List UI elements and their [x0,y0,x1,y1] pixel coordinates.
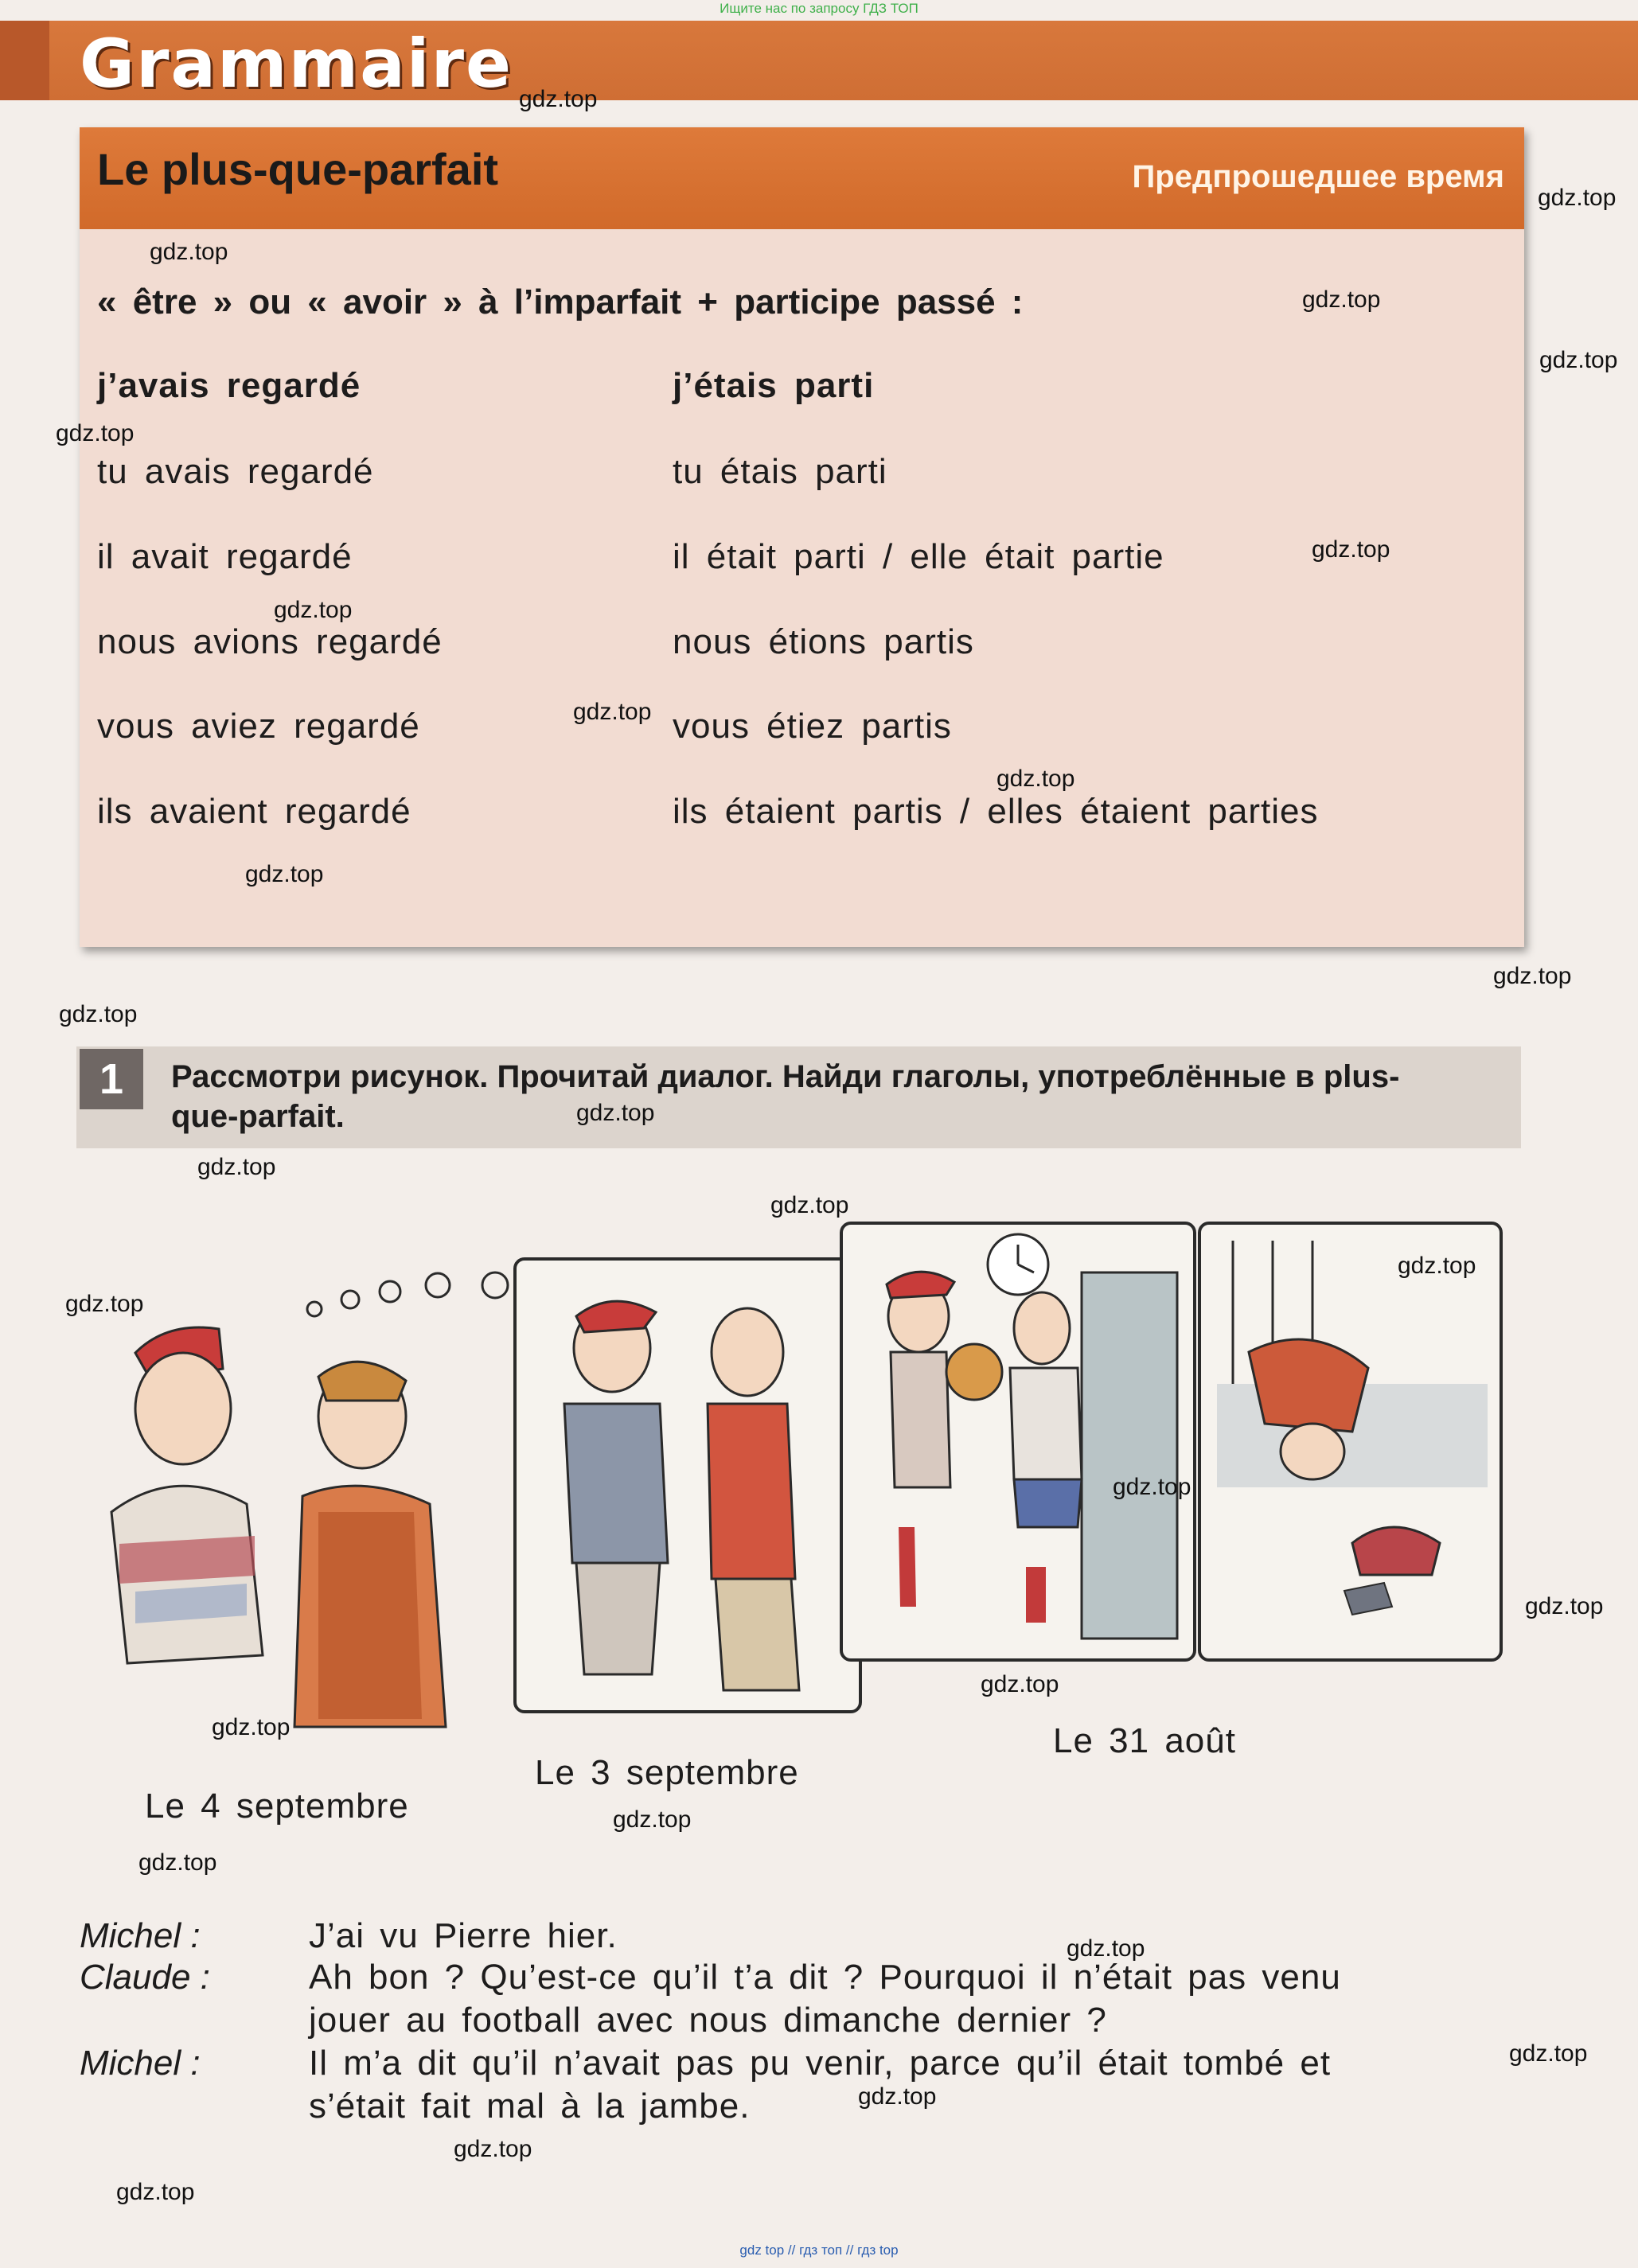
watermark: gdz.top [576,1100,655,1126]
scene-31-aout-panel-2 [1198,1222,1503,1662]
scene-31-aout-illustration-1 [843,1225,1193,1658]
watermark: gdz.top [116,2179,195,2205]
watermark: gdz.top [519,86,598,112]
rule-title-ru: Предпрошедшее время [1132,159,1504,194]
watermark: gdz.top [1067,1935,1145,1962]
etre-conjugation-6: ils étaient partis / elles étaient parties [673,792,1319,831]
dialogue-line-2a: Ah bon ? Qu’est-ce qu’il t’a dit ? Pourquoi il n’était pas venu [309,1958,1341,1997]
avoir-conjugation-3: il avait regardé [97,537,353,576]
scene-3-septembre-illustration [517,1261,859,1710]
watermark: gdz.top [138,1849,217,1876]
watermark: gdz.top [1538,185,1617,211]
watermark: gdz.top [1509,2040,1588,2067]
scene-4-septembre-illustration [80,1305,525,1751]
watermark: gdz.top [613,1806,692,1833]
caption-3-septembre: Le 3 septembre [535,1753,799,1792]
watermark: gdz.top [1312,536,1390,563]
watermark: gdz.top [454,2136,532,2162]
caption-4-septembre: Le 4 septembre [145,1787,409,1826]
top-notice: Ищите нас по запросу ГДЗ ТОП [720,1,918,16]
etre-conjugation-1: j’étais parti [673,366,875,405]
watermark: gdz.top [981,1671,1059,1697]
page-title: Grammaire [80,25,513,103]
watermark: gdz.top [56,420,135,446]
dialogue-speaker-1: Michel : [80,1916,201,1955]
watermark: gdz.top [770,1192,849,1218]
scene-31-aout-illustration-2 [1201,1225,1500,1658]
dialogue-speaker-2: Claude : [80,1958,210,1997]
watermark: gdz.top [197,1154,276,1180]
scene-3-septembre-panel [513,1257,862,1713]
dialogue-speaker-3: Michel : [80,2044,201,2083]
avoir-conjugation-6: ils avaient regardé [97,792,411,831]
dialogue-line-3b: s’était fait mal à la jambe. [309,2087,751,2126]
rule-title: Le plus-que-parfait [97,144,499,194]
exercise-instruction: Рассмотри рисунок. Прочитай диалог. Найди глаголы, употреблённые в plus-que-parfait. [171,1059,1400,1134]
bottom-notice: gdz top // гдз топ // гдз top [739,2243,899,2258]
rule-formula: « être » ou « avoir » à l’imparfait + participe passé : [97,283,1024,321]
scene-31-aout-panel-1 [840,1222,1196,1662]
watermark: gdz.top [1525,1593,1604,1619]
watermark: gdz.top [858,2083,937,2110]
dialogue-line-2b: jouer au football avec nous dimanche dernier ? [309,2001,1107,2040]
watermark: gdz.top [573,699,652,725]
dialogue-line-1: J’ai vu Pierre hier. [309,1916,618,1955]
etre-conjugation-2: tu étais parti [673,452,887,491]
header-stripe [0,21,49,100]
watermark: gdz.top [65,1291,144,1317]
watermark: gdz.top [59,1001,138,1027]
watermark: gdz.top [1398,1253,1476,1279]
etre-conjugation-3: il était parti / elle était partie [673,537,1164,576]
dialogue-line-3a: Il m’a dit qu’il n’avait pas pu venir, parce qu’il était tombé et [309,2044,1332,2083]
watermark: gdz.top [1539,347,1618,373]
watermark: gdz.top [245,861,324,887]
etre-conjugation-4: nous étions partis [673,622,974,661]
watermark: gdz.top [1493,963,1572,989]
watermark: gdz.top [1302,286,1381,313]
etre-conjugation-5: vous étiez partis [673,707,952,746]
watermark: gdz.top [996,766,1075,792]
watermark: gdz.top [212,1714,291,1740]
avoir-conjugation-5: vous aviez regardé [97,707,420,746]
watermark: gdz.top [150,239,228,265]
exercise-number: 1 [80,1049,143,1109]
avoir-conjugation-4: nous avions regardé [97,622,443,661]
caption-31-aout: Le 31 août [1053,1721,1236,1760]
avoir-conjugation-1: j’avais regardé [97,366,361,405]
watermark: gdz.top [274,597,353,623]
watermark: gdz.top [1113,1474,1191,1500]
avoir-conjugation-2: tu avais regardé [97,452,374,491]
